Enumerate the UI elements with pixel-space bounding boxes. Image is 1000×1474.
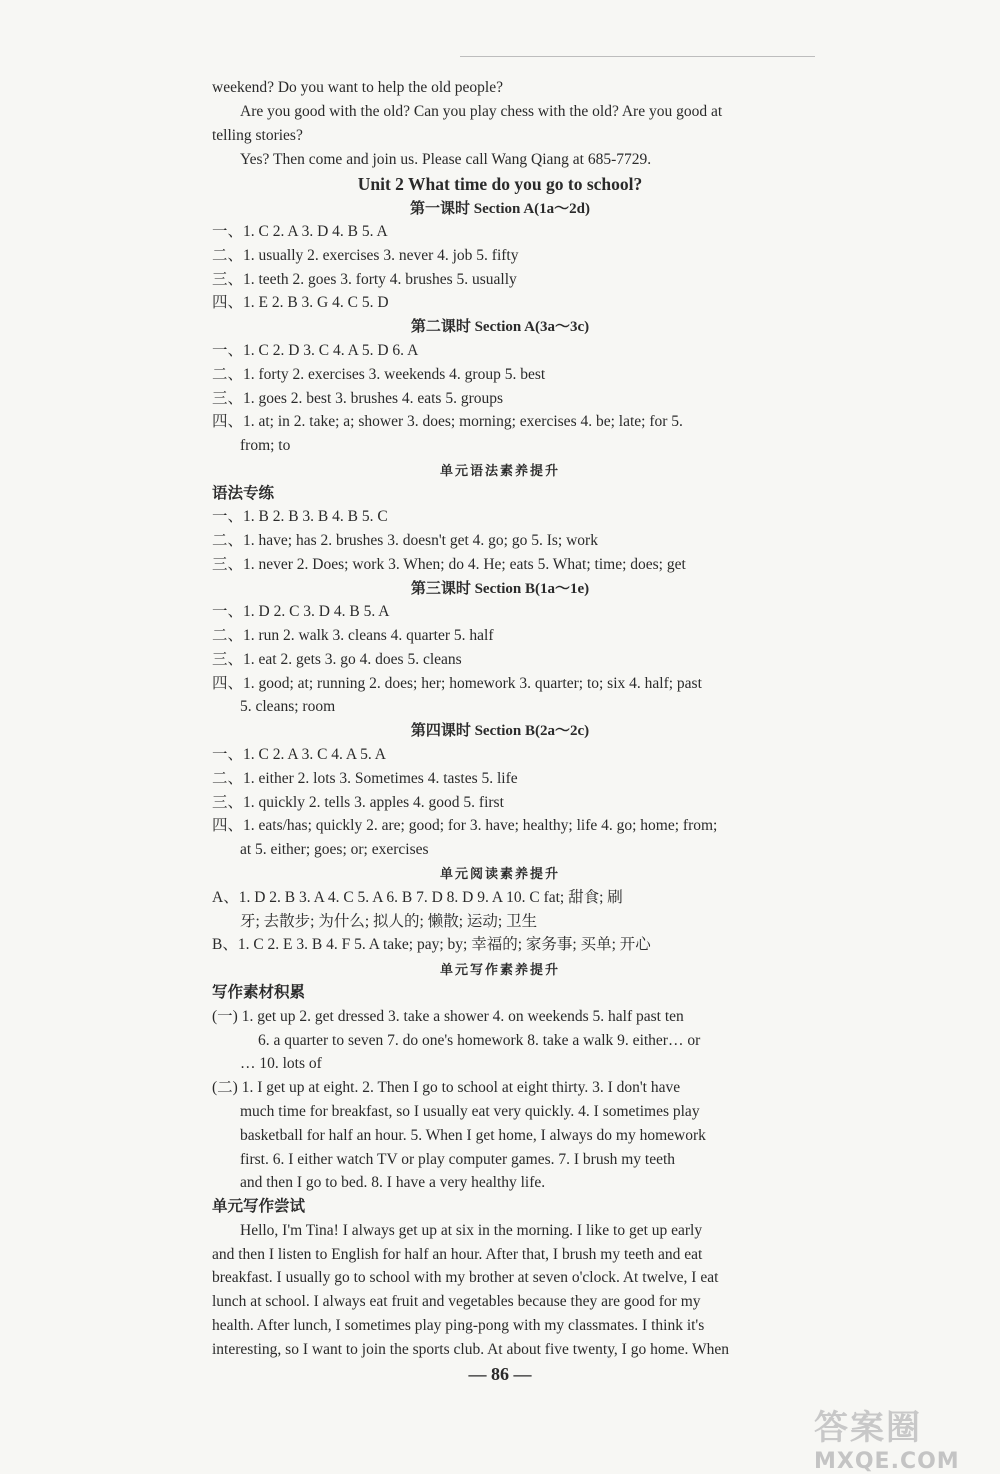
- answer-line: 四、1. E 2. B 3. G 4. C 5. D: [212, 294, 389, 311]
- intro-line: Yes? Then come and join us. Please call Wang Qiang at 685-7729.: [240, 151, 652, 168]
- essay-line: breakfast. I usually go to school with my brother at seven o'clock. At twelve, I eat: [212, 1269, 719, 1286]
- essay-line: health. After lunch, I sometimes play ping-pong with my classmates. I think it's: [212, 1317, 705, 1334]
- essay-line: lunch at school. I always eat fruit and vegetables because they are good for my: [212, 1293, 701, 1310]
- lesson-title: 第三课时 Section B(1a～1e): [410, 581, 590, 597]
- answer-line: (一) 1. get up 2. get dressed 3. take a shower 4. on weekends 5. half past ten: [212, 1008, 684, 1025]
- watermark: [814, 1400, 990, 1474]
- answer-line: B、1. C 2. E 3. B 4. F 5. A take; pay; by; 幸福的; 家务事; 买单; 开心: [212, 936, 651, 953]
- section-heading: 单元写作尝试: [212, 1198, 306, 1215]
- answer-line: 6. a quarter to seven 7. do one's homework 8. take a walk 9. either… or: [258, 1032, 701, 1049]
- answer-line: 三、1. never 2. Does; work 3. When; do 4. He; eats 5. What; time; does; get: [212, 556, 686, 573]
- answer-line: 二、1. usually 2. exercises 3. never 4. job 5. fifty: [212, 247, 519, 264]
- section-title: 单元语法素养提升: [439, 463, 560, 478]
- lesson-title: 第一课时 Section A(1a～2d): [409, 201, 590, 217]
- answer-line: at 5. either; goes; or; exercises: [240, 841, 429, 858]
- page-number: — 86 —: [468, 1364, 532, 1384]
- answer-line: basketball for half an hour. 5. When I get home, I always do my homework: [240, 1127, 706, 1144]
- section-title: 单元写作素养提升: [439, 962, 560, 977]
- answer-line: 四、1. at; in 2. take; a; shower 3. does; morning; exercises 4. be; late; for 5.: [212, 413, 683, 430]
- answer-line: 5. cleans; room: [240, 698, 336, 715]
- answer-line: 一、1. C 2. D 3. C 4. A 5. D 6. A: [212, 342, 419, 359]
- lesson-title: 第二课时 Section A(3a～3c): [410, 319, 590, 335]
- answer-line: from; to: [240, 437, 291, 454]
- answer-line: 二、1. run 2. walk 3. cleans 4. quarter 5. half: [212, 627, 494, 644]
- answer-line: 四、1. good; at; running 2. does; her; homework 3. quarter; to; six 4. half; past: [212, 675, 702, 692]
- section-title: 单元阅读素养提升: [439, 866, 560, 881]
- answer-line: and then I go to bed. 8. I have a very healthy life.: [240, 1174, 546, 1191]
- answer-line: first. 6. I either watch TV or play computer games. 7. I brush my teeth: [240, 1151, 676, 1168]
- intro-line: telling stories?: [212, 127, 303, 144]
- answer-line: 一、1. B 2. B 3. B 4. B 5. C: [212, 508, 388, 525]
- header-rule: [460, 56, 815, 57]
- answer-line: 三、1. goes 2. best 3. brushes 4. eats 5. groups: [212, 390, 504, 407]
- essay-line: interesting, so I want to join the sports club. At about five twenty, I go home. When: [212, 1341, 730, 1358]
- answer-line: 一、1. D 2. C 3. D 4. B 5. A: [212, 603, 390, 620]
- answer-line: 二、1. have; has 2. brushes 3. doesn't get 4. go; go 5. Is; work: [212, 532, 598, 549]
- answer-line: 一、1. C 2. A 3. C 4. A 5. A: [212, 746, 386, 763]
- answer-line: … 10. lots of: [240, 1055, 322, 1072]
- answer-line: 三、1. eat 2. gets 3. go 4. does 5. cleans: [212, 651, 462, 668]
- unit-title: Unit 2 What time do you go to school?: [357, 174, 643, 194]
- watermark-url: MXQE.COM: [814, 1449, 960, 1474]
- essay-line: and then I listen to English for half an hour. After that, I brush my teeth and eat: [212, 1246, 703, 1263]
- intro-line: Are you good with the old? Can you play chess with the old? Are you good at: [240, 103, 723, 120]
- watermark-logo: 答案圈: [814, 1408, 922, 1448]
- answer-line: 四、1. eats/has; quickly 2. are; good; for 3. have; healthy; life 4. go; home; from;: [212, 817, 718, 834]
- answer-line: 牙; 去散步; 为什么; 拟人的; 懒散; 运动; 卫生: [240, 913, 538, 930]
- answer-line: A、1. D 2. B 3. A 4. C 5. A 6. B 7. D 8. D 9. A 10. C fat; 甜食; 刷: [212, 889, 623, 906]
- intro-line: weekend? Do you want to help the old people?: [212, 79, 503, 96]
- answer-line: 二、1. either 2. lots 3. Sometimes 4. tastes 5. life: [212, 770, 518, 787]
- answer-line: 三、1. quickly 2. tells 3. apples 4. good 5. first: [212, 794, 504, 811]
- lesson-title: 第四课时 Section B(2a～2c): [410, 723, 590, 739]
- section-heading: 写作素材积累: [212, 984, 306, 1001]
- answer-line: (二) 1. I get up at eight. 2. Then I go to school at eight thirty. 3. I don't have: [212, 1079, 681, 1096]
- answer-line: 一、1. C 2. A 3. D 4. B 5. A: [212, 223, 388, 240]
- answer-line: 三、1. teeth 2. goes 3. forty 4. brushes 5. usually: [212, 271, 517, 288]
- section-heading: 语法专练: [212, 485, 275, 502]
- answer-line: 二、1. forty 2. exercises 3. weekends 4. group 5. best: [212, 366, 546, 383]
- essay-line: Hello, I'm Tina! I always get up at six in the morning. I like to get up early: [240, 1222, 703, 1239]
- answer-line: much time for breakfast, so I usually eat very quickly. 4. I sometimes play: [240, 1103, 700, 1120]
